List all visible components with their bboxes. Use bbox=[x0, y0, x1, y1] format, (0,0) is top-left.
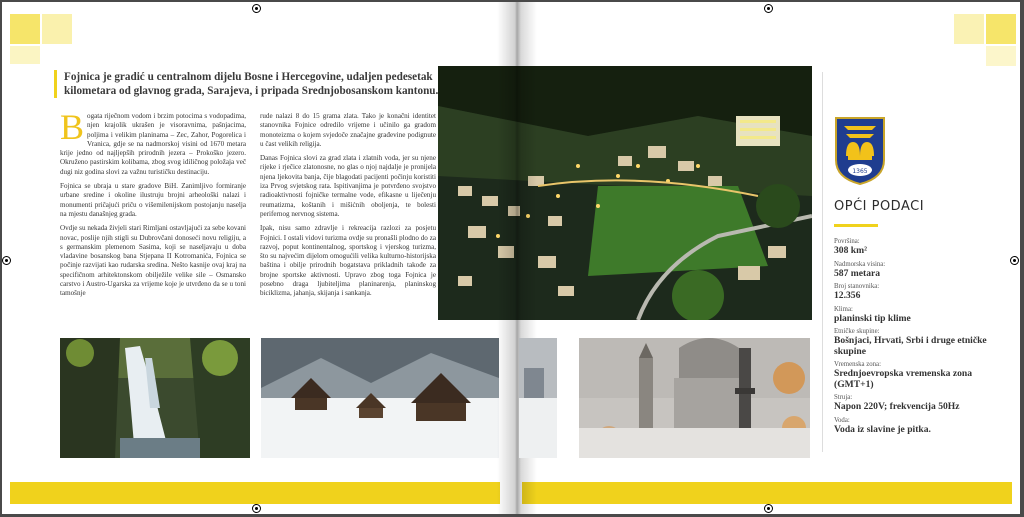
paragraph: Danas Fojnica slovi za grad zlata i zlatnih voda, jer su njene rijeke i rječice zlatonosne, no glas o njoj najdalje je pronijela njena ljekovita banja, čije blagodati pacijenti počinju koristiti iza Prvog svjetskog rata. Ispitivanjima je potvrđeno svojstvo radioaktivnosti fojničke termalne vode, efikasne u liječenju reumatizma, koštanih i mišićnih oboljenja, te bolesti perifernog nervnog sistema. bbox=[260, 154, 436, 218]
left-page bbox=[2, 2, 512, 514]
text-column-1 bbox=[60, 107, 246, 304]
coat-of-arms bbox=[834, 116, 886, 186]
fact-label: Etničke skupine: bbox=[834, 328, 880, 335]
decor-square bbox=[954, 14, 984, 44]
registration-mark bbox=[1010, 256, 1019, 265]
fact-label: Voda: bbox=[834, 416, 850, 424]
waterfall-photo bbox=[60, 338, 250, 458]
fact-value: planinski tip klime bbox=[834, 312, 911, 324]
section-title: OPĆI PODACI bbox=[834, 199, 925, 214]
decor-square bbox=[986, 46, 1016, 66]
fact-ethnic-groups bbox=[834, 328, 1006, 357]
coat-year: 1365 bbox=[852, 168, 868, 175]
fact-population bbox=[834, 283, 1006, 302]
decor-square bbox=[986, 14, 1016, 44]
minaret-church-photo bbox=[579, 338, 810, 458]
fact-value: 12.356 bbox=[834, 290, 861, 301]
text-column-2 bbox=[260, 112, 436, 304]
registration-mark bbox=[252, 504, 261, 513]
winter-village-photo bbox=[261, 338, 499, 458]
fact-value: Srednjoevropska vremenska zona (GMT+1) bbox=[834, 368, 973, 390]
brochure-spread bbox=[2, 2, 1020, 514]
section-rule bbox=[834, 224, 878, 227]
registration-mark bbox=[764, 4, 773, 13]
fact-altitude bbox=[834, 261, 1006, 280]
fact-water bbox=[834, 417, 1006, 436]
paragraph: Fojnica se ubraja u stare gradove BiH. Zanimljivo formiranje urbane sredine i okoline ilustruju brojni arheološki nalazi i monumenti pričajući priču o višemilenijskom postojanju naselja na mjestu današnjeg grada. bbox=[60, 182, 246, 218]
decor-square bbox=[10, 46, 40, 64]
fact-time-zone bbox=[834, 361, 1006, 390]
paragraph: rude nalazi 8 do 15 grama zlata. Tako je konačni identitet stanovnika Fojnice odredilo vrijeme i učinilo ga gradom monoteizma o kojem svjedoče značajne građevine podignute u čast velikih religija. bbox=[260, 112, 436, 148]
decor-square bbox=[42, 14, 72, 44]
registration-mark bbox=[2, 256, 11, 265]
paragraph: Ipak, nisu samo zdravlje i rekreacija razlozi za posjetu Fojnici. I ostali vidovi turizma ovdje su pronašli plodno do za razvoj, poput kontinentalnog, sportskog i vjerskog turizma, što su najvećim dijelom omogućili velika kulturno-historijska baština i obilje prirodnih bogatstava prikladnih takođe za brojne sportske aktivnosti. Upravo zbog toga Fojnica je posebno draga ljubiteljima planinarenja, planinskog biciklizma, jahanja, skijanja i sankanja. bbox=[260, 224, 436, 298]
paragraph: ogata riječnom vodom i brzim potocima s vodopadima, njen krajolik ukrašen je visoravnima, pašnjacima, poljima i velikim planinama – Zec, Zahor, Pogorelica i Vranica, gdje se na nadmorskoj visini od 1670 metara krije jedno od najljepših prirodnih jezera – Prokoško jezero. Okruženo pastirskim kolibama, zbog svog idiličnog položaja več dugi niz godina slovi za važnu turističku destinaciju. bbox=[60, 112, 246, 176]
footer-bar-left bbox=[10, 482, 500, 504]
lead-paragraph: Fojnica je gradić u centralnom dijelu Bosne i Hercegovine, udaljen pedesetak kilometara od glavnog grada, Sarajeva, i pripada Srednjobosanskom kantonu. bbox=[54, 70, 446, 98]
church-mosque-photo bbox=[519, 338, 557, 458]
decor-square bbox=[10, 14, 40, 44]
fact-value: Bošnjaci, Hrvati, Srbi i druge etničke skupine bbox=[834, 335, 987, 357]
fact-area bbox=[834, 238, 1006, 257]
fact-label: Broj stanovnika: bbox=[834, 283, 880, 290]
fact-climate bbox=[834, 306, 1006, 325]
fact-electricity bbox=[834, 394, 1006, 413]
registration-mark bbox=[764, 504, 773, 513]
fact-label: Vremenska zona: bbox=[834, 361, 881, 368]
fact-label: Nadmorska visina: bbox=[834, 260, 886, 268]
sidebar-divider bbox=[822, 72, 823, 452]
paragraph: Ovdje su nekada živjeli stari Rimljani ostavljajući za sebe kovani novac, poslije njih stigli su Dubrovčani donoseći novu religiju, a s germanskim plemenom Sasima, koji se naseljavaju u doba vladavine bosanskog bana Stjepana II Kotromanića, Fojnica se počinje razvijati kao rudarska sredina. Nešto kasnije ovaj kraj na specifičnom arhitektonskom obilježile velike sile – Osmansko carstvo i Austro-Ugarska za vrijeme koje je utvrđeno da se u toni tamošnje bbox=[60, 224, 246, 298]
fact-label: Struja: bbox=[834, 394, 853, 401]
fact-value: Napon 220V; frekvencija 50Hz bbox=[834, 401, 960, 412]
facts-list bbox=[834, 238, 1006, 439]
fact-label: Klima: bbox=[834, 305, 853, 313]
fact-value: 308 km² bbox=[834, 245, 867, 256]
footer-bar-right bbox=[522, 482, 1012, 504]
night-town-photo bbox=[438, 66, 812, 320]
drop-cap: B bbox=[60, 107, 85, 147]
fact-label: Površina: bbox=[834, 238, 860, 245]
fact-value: Voda iz slavine je pitka. bbox=[834, 423, 931, 435]
fact-value: 587 metara bbox=[834, 267, 881, 279]
registration-mark bbox=[252, 4, 261, 13]
